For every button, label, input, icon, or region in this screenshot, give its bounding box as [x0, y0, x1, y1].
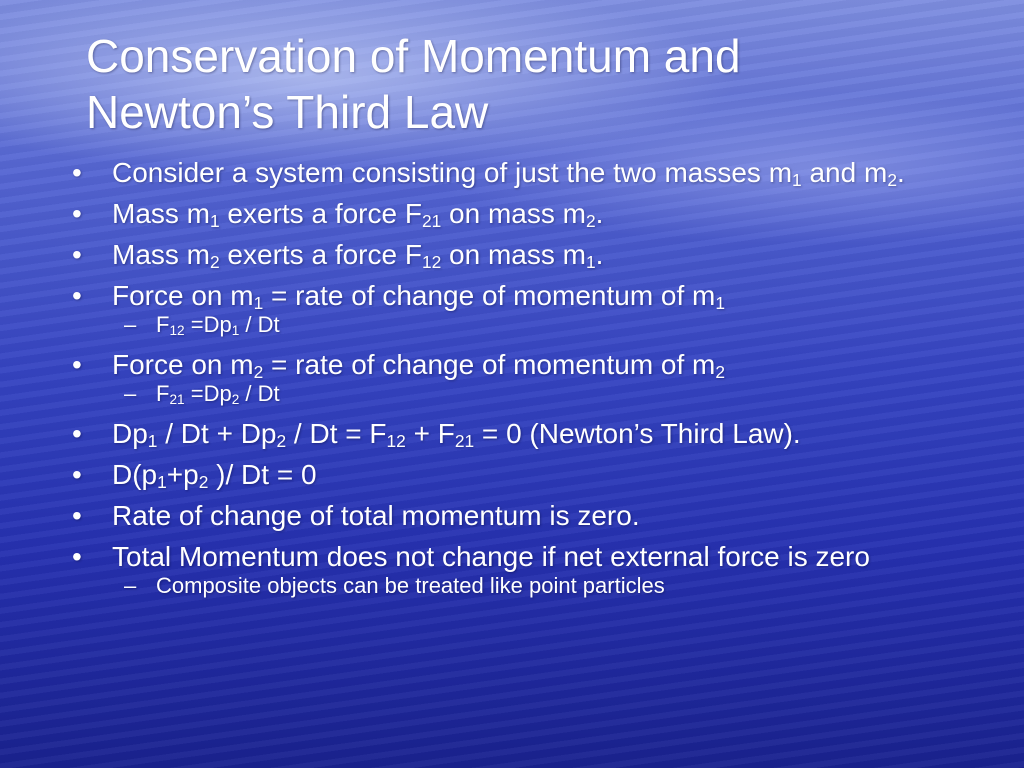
bullet-icon: •	[72, 500, 82, 531]
bullet-text	[156, 573, 665, 598]
text-run: Composite objects can be treated like point particles	[156, 573, 665, 598]
text-run: Dp	[112, 418, 148, 449]
bullet-text	[112, 239, 603, 270]
bullet-text	[112, 280, 725, 311]
slide-title	[86, 28, 986, 140]
text-run: = rate of change of momentum of m	[263, 349, 716, 380]
text-run: = 0 (Newton’s Third Law).	[474, 418, 801, 449]
bullet-icon: •	[72, 349, 82, 380]
subscript: 2	[198, 471, 209, 492]
text-run: and m	[801, 157, 888, 188]
bullet-icon: •	[72, 157, 82, 188]
subscript: 12	[421, 251, 442, 272]
subscript: 1	[157, 471, 167, 492]
bullet-item	[72, 238, 972, 271]
text-run: D(p	[112, 459, 158, 490]
subscript: 1	[585, 251, 596, 272]
text-run: on mass m	[441, 198, 586, 229]
text-run: / Dt	[239, 312, 280, 337]
text-run: exerts a force F	[219, 239, 422, 270]
bullet-text	[112, 157, 905, 188]
text-run: Force on m	[112, 280, 254, 311]
bullet-text	[112, 459, 317, 490]
subscript: 2	[715, 361, 726, 382]
bullet-list	[72, 156, 972, 609]
bullet-icon: •	[72, 459, 82, 490]
bullet-text	[112, 500, 640, 531]
subscript: 2	[585, 210, 596, 231]
text-run: + F	[405, 418, 455, 449]
subscript: 1	[715, 292, 726, 313]
bullet-item	[72, 417, 972, 450]
subscript: 2	[253, 361, 264, 382]
text-run: F	[156, 312, 170, 337]
subscript: 12	[386, 430, 406, 451]
sub-bullet-item	[72, 312, 972, 338]
text-run: .	[595, 198, 604, 229]
text-run: Force on m	[112, 349, 254, 380]
subscript: 1	[147, 430, 158, 451]
bullet-icon: •	[72, 239, 82, 270]
bullet-text	[112, 198, 603, 229]
text-run: =Dp	[184, 381, 232, 406]
text-run: )/ Dt = 0	[208, 459, 317, 490]
text-run: Mass m	[112, 239, 210, 270]
bullet-text	[112, 349, 725, 380]
dash-icon: –	[124, 312, 137, 337]
dash-icon: –	[124, 381, 137, 406]
text-run: / Dt + Dp	[157, 418, 277, 449]
bullet-icon: •	[72, 541, 82, 572]
bullet-item	[72, 279, 972, 312]
subscript: 1	[792, 169, 802, 190]
slide-title-line-1: Conservation of Momentum and	[86, 30, 741, 82]
bullet-item	[72, 540, 972, 573]
subscript: 2	[887, 169, 897, 190]
text-run: exerts a force F	[219, 198, 422, 229]
subscript: 1	[231, 323, 240, 338]
subscript: 1	[210, 210, 220, 231]
bullet-text	[156, 312, 280, 337]
bullet-text	[112, 418, 801, 449]
text-run: Total Momentum does not change if net external force is zero	[112, 541, 870, 572]
dash-icon: –	[124, 573, 137, 598]
bullet-item	[72, 156, 972, 189]
bullet-text	[156, 381, 280, 406]
sub-bullet-item	[72, 381, 972, 407]
text-run: = rate of change of momentum of m	[263, 280, 716, 311]
text-run: Consider a system consisting of just the two masses m	[112, 157, 793, 188]
subscript: 2	[231, 392, 240, 407]
subscript: 2	[210, 251, 220, 272]
bullet-item	[72, 348, 972, 381]
text-run: .	[595, 239, 604, 270]
subscript: 21	[421, 210, 442, 231]
subscript: 21	[454, 430, 475, 451]
text-run: on mass m	[441, 239, 586, 270]
sub-bullet-item	[72, 573, 972, 599]
bullet-icon: •	[72, 198, 82, 229]
text-run: .	[896, 157, 905, 188]
text-run: Rate of change of total momentum is zero.	[112, 500, 640, 531]
text-run: +p	[166, 459, 199, 490]
subscript: 21	[169, 392, 185, 407]
subscript: 2	[276, 430, 287, 451]
text-run: Mass m	[112, 198, 210, 229]
bullet-item	[72, 197, 972, 230]
subscript: 12	[169, 323, 185, 338]
bullet-icon: •	[72, 280, 82, 311]
text-run: / Dt	[239, 381, 280, 406]
text-run: F	[156, 381, 170, 406]
bullet-icon: •	[72, 418, 82, 449]
bullet-item	[72, 499, 972, 532]
text-run: / Dt = F	[286, 418, 387, 449]
bullet-item	[72, 458, 972, 491]
bullet-text	[112, 541, 870, 572]
subscript: 1	[253, 292, 264, 313]
slide-title-line-2: Newton’s Third Law	[86, 86, 489, 138]
text-run: =Dp	[184, 312, 232, 337]
